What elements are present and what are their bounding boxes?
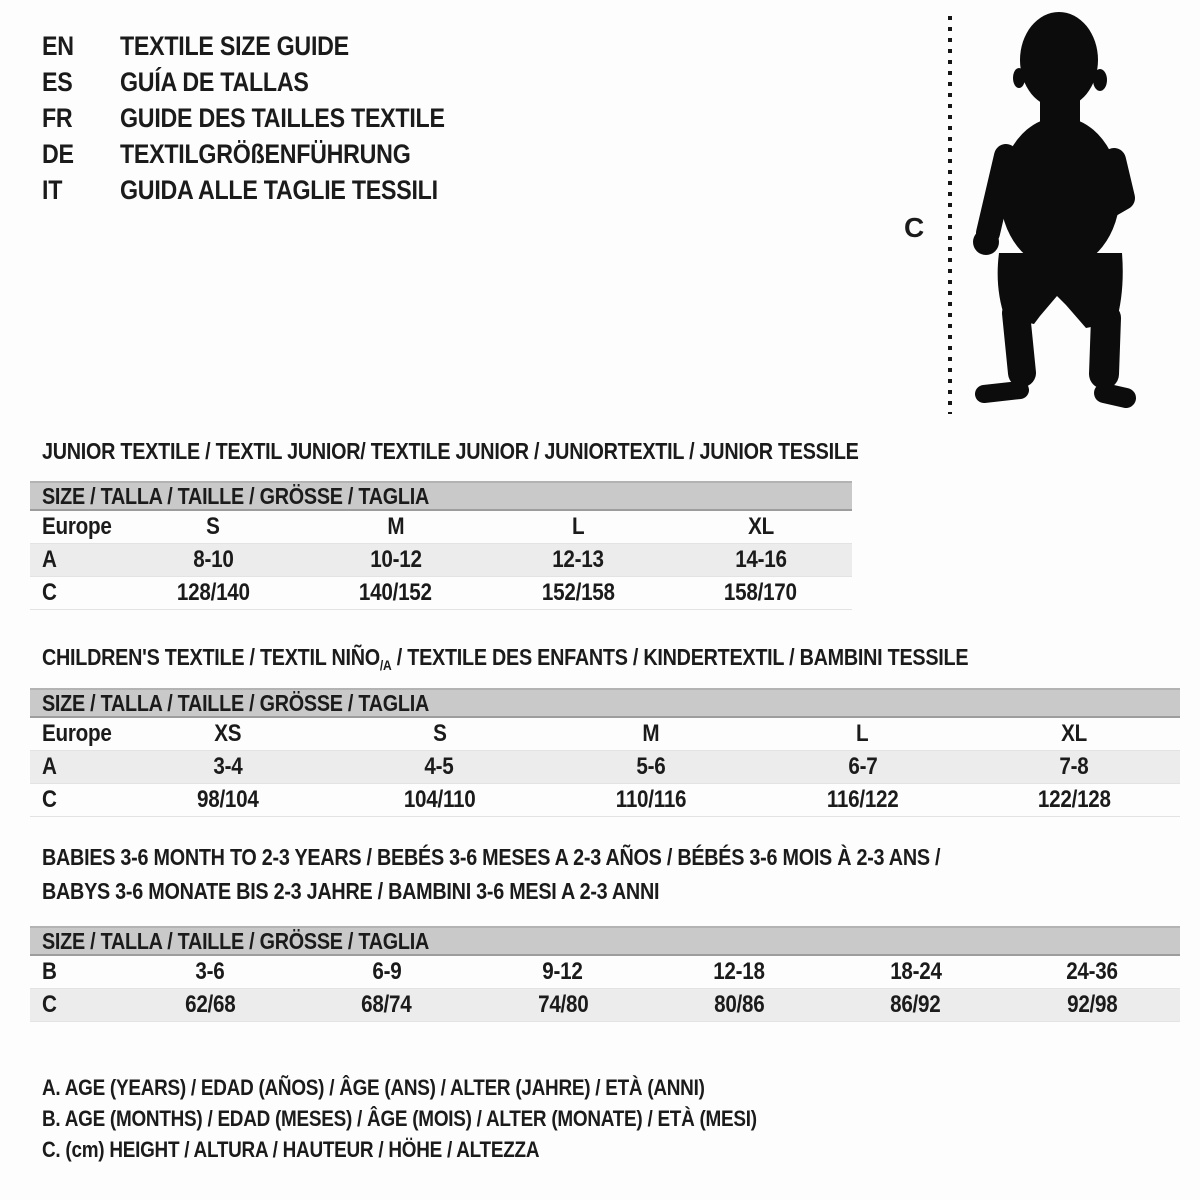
lang-row-de: [42, 136, 498, 172]
lang-row-fr: [42, 100, 498, 136]
size-header-bar: SIZE / TALLA / TAILLE / GRÖSSE / TAGLIA: [30, 481, 852, 511]
legend-line-c: C. (cm) HEIGHT / ALTURA / HAUTEUR / HÖHE / ALTEZZA: [42, 1137, 540, 1162]
row-label: C: [42, 991, 57, 1018]
row-label: C: [42, 579, 57, 606]
table-cell: S: [206, 513, 221, 540]
table-cell: 116/122: [826, 786, 899, 813]
toddler-figure: [900, 8, 1160, 428]
table-row-age: [30, 544, 852, 577]
lang-code: IT: [42, 175, 63, 205]
table-cell: M: [387, 513, 405, 540]
table-cell: 6-9: [371, 958, 402, 985]
row-label: Europe: [42, 720, 112, 747]
size-header-bar: SIZE / TALLA / TAILLE / GRÖSSE / TAGLIA: [30, 688, 1180, 718]
table-cell: 6-7: [848, 753, 878, 780]
row-label: A: [42, 546, 57, 573]
lang-title: GUIDE DES TAILLES TEXTILE: [120, 103, 445, 133]
lang-code: FR: [42, 103, 73, 133]
lang-row-it: [42, 172, 498, 208]
toddler-silhouette: [973, 12, 1126, 398]
table-cell: XS: [214, 720, 242, 747]
height-measure-label: C: [904, 212, 925, 243]
table-cell: 8-10: [193, 546, 234, 573]
table-row-age-months: [30, 956, 1180, 989]
size-header-bar: SIZE / TALLA / TAILLE / GRÖSSE / TAGLIA: [30, 926, 1180, 956]
table-cell: 12-13: [552, 546, 604, 573]
table-cell: 158/170: [724, 579, 798, 606]
table-row-height: [30, 784, 1180, 817]
row-label: Europe: [42, 513, 112, 540]
table-cell: S: [432, 720, 447, 747]
table-cell: 86/92: [890, 991, 941, 1018]
table-cell: 12-18: [713, 958, 765, 985]
table-cell: 7-8: [1059, 753, 1089, 780]
table-cell: 140/152: [359, 579, 433, 606]
lang-title: TEXTILE SIZE GUIDE: [120, 31, 349, 61]
legend-line-b: B. AGE (MONTHS) / EDAD (MESES) / ÂGE (MOIS) / ALTER (MONATE) / ETÀ (MESI): [42, 1106, 757, 1131]
children-section-title: CHILDREN'S TEXTILE / TEXTIL $NIÑO_{/A}$ / TEXTILE DES ENFANTS / KINDERTEXTIL / BAMBINI TESSILE: [42, 644, 969, 673]
table-cell: 92/98: [1066, 991, 1117, 1018]
table-cell: 104/110: [403, 786, 476, 813]
row-label: B: [42, 958, 57, 985]
table-cell: 10-12: [369, 546, 422, 573]
lang-title: GUIDA ALLE TAGLIE TESSILI: [120, 175, 438, 205]
lang-code: ES: [42, 67, 73, 97]
table-cell: 3-6: [195, 958, 225, 985]
table-cell: 74/80: [537, 991, 588, 1018]
table-cell: XL: [1061, 720, 1088, 747]
table-row-height: [30, 989, 1180, 1022]
junior-section-title: JUNIOR TEXTILE / TEXTIL JUNIOR/ TEXTILE JUNIOR / JUNIORTEXTIL / JUNIOR TESSILE: [42, 438, 859, 464]
table-cell: 122/128: [1037, 786, 1111, 813]
table-cell: 68/74: [361, 991, 412, 1018]
table-cell: M: [642, 720, 660, 747]
nino-a-subscript: /A: [379, 657, 392, 673]
table-cell: 110/116: [615, 786, 687, 813]
table-cell: 4-5: [424, 753, 454, 780]
table-cell: 3-4: [213, 753, 243, 780]
table-cell: 128/140: [176, 579, 250, 606]
table-cell: XL: [747, 513, 774, 540]
table-row-europe: [30, 511, 852, 544]
table-cell: 18-24: [889, 958, 942, 985]
lang-code: DE: [42, 139, 74, 169]
table-cell: 14-16: [734, 546, 787, 573]
row-label: C: [42, 786, 57, 813]
table-cell: 5-6: [636, 753, 666, 780]
lang-row-en: [42, 28, 498, 64]
babies-size-table: [30, 926, 1180, 1022]
babies-section-title: BABIES 3-6 MONTH TO 2-3 YEARS / BEBÉS 3-6 MESES A 2-3 AÑOS / BÉBÉS 3-6 MOIS À 2-3 ANS / BABYS 3-6 MONATE BIS 2-3 JAHRE / BAMBINI 3-6 MESI A 2-3 ANNI: [42, 844, 941, 904]
table-cell: L: [856, 720, 869, 747]
table-cell: 80/86: [713, 991, 765, 1018]
table-row-age: [30, 751, 1180, 784]
junior-size-table: [30, 481, 852, 610]
lang-title: TEXTILGRÖßENFÜHRUNG: [120, 139, 411, 169]
row-label: A: [42, 753, 57, 780]
legend-block: [42, 1072, 873, 1165]
language-title-block: [42, 28, 498, 208]
legend-line-a: A. AGE (YEARS) / EDAD (AÑOS) / ÂGE (ANS) / ALTER (JAHRE) / ETÀ (ANNI): [42, 1075, 705, 1100]
lang-row-es: [42, 64, 498, 100]
table-row-height: [30, 577, 852, 610]
children-size-table: [30, 688, 1180, 817]
table-cell: 98/104: [196, 786, 259, 813]
lang-title: GUÍA DE TALLAS: [120, 67, 309, 97]
table-row-europe: [30, 718, 1180, 751]
table-cell: L: [572, 513, 585, 540]
table-cell: 62/68: [184, 991, 236, 1018]
table-cell: 152/158: [541, 579, 615, 606]
lang-code: EN: [42, 31, 74, 61]
table-cell: 24-36: [1066, 958, 1118, 985]
table-cell: 9-12: [542, 958, 583, 985]
